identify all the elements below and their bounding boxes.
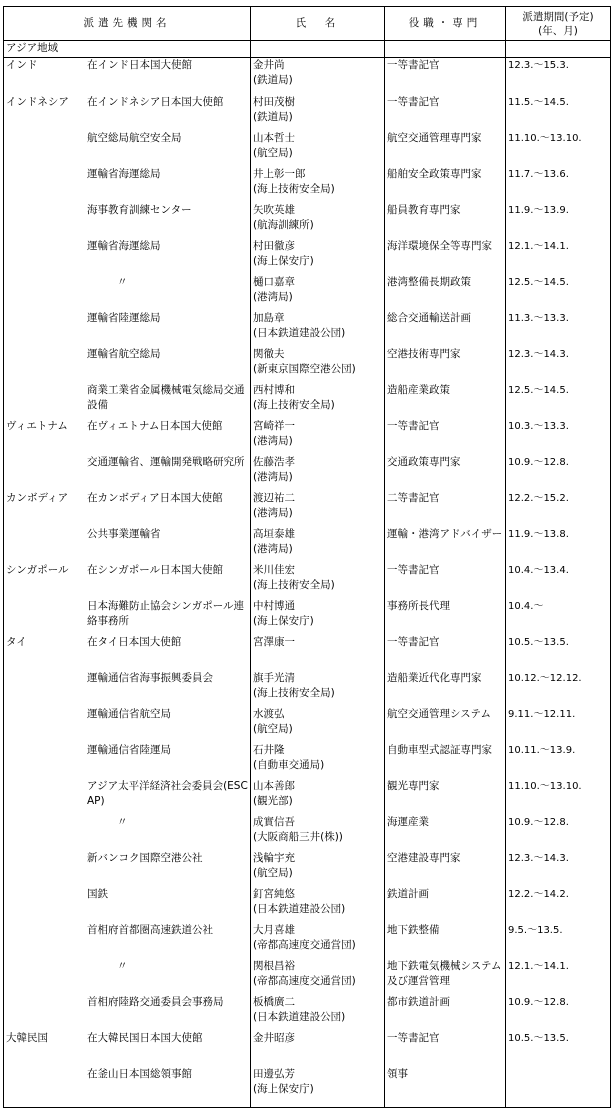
org-cell (4, 419, 251, 455)
institution-label: 運輸通信省海事振興委員会 (87, 672, 213, 684)
position-cell: 一等書記官 (385, 563, 506, 599)
name-cell (251, 995, 385, 1031)
period-cell: 10.9.～12.8. (506, 995, 611, 1031)
institution-label: 交通運輸省、運輸開発戦略研究所 (87, 456, 245, 468)
country-label: シンガポール (6, 564, 69, 576)
name-cell (251, 275, 385, 311)
position-cell: 造船業近代化専門家 (385, 671, 506, 707)
name-cell (251, 383, 385, 419)
period-cell: 10.5.～13.5. (506, 1031, 611, 1067)
period-cell: 10.5.～13.5. (506, 635, 611, 671)
table-row (4, 203, 611, 239)
table-row (4, 671, 611, 707)
period-cell: 12.2.～14.2. (506, 887, 611, 923)
affiliation: (海上保安庁) (253, 255, 314, 267)
institution-label: 公共事業運輸省 (87, 528, 161, 540)
period-cell (506, 1067, 611, 1108)
period-cell: 11.5.～14.5. (506, 95, 611, 131)
table-row (4, 58, 611, 96)
institution-label: 在釜山日本国総領事館 (87, 1068, 192, 1080)
table-row (4, 887, 611, 923)
org-cell (4, 635, 251, 671)
person-name: 金井尚 (253, 59, 285, 71)
position-cell: 船員教育専門家 (385, 203, 506, 239)
header-period-line2: (年、月) (538, 24, 578, 37)
name-cell (251, 923, 385, 959)
position-cell: 空港建設専門家 (385, 851, 506, 887)
person-name: 山本善郎 (253, 780, 295, 792)
table-row (4, 419, 611, 455)
name-cell (251, 203, 385, 239)
org-cell (4, 563, 251, 599)
period-cell: 12.1.～14.1. (506, 239, 611, 275)
person-name: 矢吹英雄 (253, 204, 295, 216)
name-cell (251, 743, 385, 779)
position-cell: 交通政策専門家 (385, 455, 506, 491)
institution-label: 在ヴィエトナム日本国大使館 (87, 420, 223, 432)
person-name: 浅輪宇充 (253, 852, 295, 864)
country-label: インド (6, 59, 38, 71)
institution-label: 新バンコク国際空港公社 (87, 852, 203, 864)
institution-label: 〃 (117, 960, 128, 972)
org-cell (4, 95, 251, 131)
period-cell: 9.11.～12.11. (506, 707, 611, 743)
table-row (4, 275, 611, 311)
org-cell (4, 923, 251, 959)
position-cell: 一等書記官 (385, 58, 506, 96)
org-cell (4, 527, 251, 563)
affiliation: (帝都高速度交通営団) (253, 975, 356, 987)
person-name: 関徹夫 (253, 348, 285, 360)
position-cell: 航空交通管理専門家 (385, 131, 506, 167)
period-cell: 10.4.～13.4. (506, 563, 611, 599)
affiliation: (港湾局) (253, 543, 293, 555)
person-name: 西村博和 (253, 384, 295, 396)
period-cell: 11.3.～13.3. (506, 311, 611, 347)
position-cell: 二等書記官 (385, 491, 506, 527)
affiliation: (新東京国際空港公団) (253, 363, 356, 375)
period-cell: 10.12.～12.12. (506, 671, 611, 707)
institution-label: 首相府首都圏高速鉄道公社 (87, 924, 213, 936)
person-name: 宮崎祥一 (253, 420, 295, 432)
period-cell: 10.3.～13.3. (506, 419, 611, 455)
table-row (4, 707, 611, 743)
name-cell (251, 167, 385, 203)
affiliation: (航空局) (253, 867, 293, 879)
person-name: 村田茂樹 (253, 96, 295, 108)
position-cell: 航空交通管理システム (385, 707, 506, 743)
affiliation: (自動車交通局) (253, 759, 325, 771)
affiliation: (帝都高速度交通営団) (253, 939, 356, 951)
name-cell (251, 95, 385, 131)
affiliation: (海上保安庁) (253, 1083, 314, 1095)
position-cell: 一等書記官 (385, 419, 506, 455)
header-name: 氏 名 (251, 7, 385, 41)
name-cell (251, 58, 385, 96)
affiliation: (航海訓練所) (253, 219, 314, 231)
org-cell (4, 311, 251, 347)
period-cell: 11.10.～13.10. (506, 131, 611, 167)
header-period-line1: 派遣期間(予定) (522, 10, 594, 23)
institution-label: 首相府陸路交通委員会事務局 (87, 996, 224, 1008)
header-position: 役職・専門 (385, 7, 506, 41)
dispatch-table (3, 6, 611, 1108)
org-cell (4, 203, 251, 239)
name-cell (251, 1031, 385, 1067)
period-cell: 10.4.～ (506, 599, 611, 635)
position-cell: 海運産業 (385, 815, 506, 851)
position-cell: 空港技術専門家 (385, 347, 506, 383)
table-row (4, 1067, 611, 1108)
period-cell: 11.9.～13.9. (506, 203, 611, 239)
institution-label: 在インドネシア日本国大使館 (87, 96, 224, 108)
org-cell (4, 58, 251, 96)
institution-label: 運輸省海運総局 (87, 168, 161, 180)
org-cell (4, 491, 251, 527)
person-name: 旗手光清 (253, 672, 295, 684)
name-cell (251, 131, 385, 167)
org-cell (4, 851, 251, 887)
person-name: 関根昌裕 (253, 960, 295, 972)
table-row (4, 815, 611, 851)
name-cell (251, 671, 385, 707)
position-cell: 観光専門家 (385, 779, 506, 815)
position-cell: 港湾整備長期政策 (385, 275, 506, 311)
table-row (4, 779, 611, 815)
period-cell: 9.5.～13.5. (506, 923, 611, 959)
table-row (4, 599, 611, 635)
header-row (4, 7, 611, 41)
period-cell: 10.9.～12.8. (506, 815, 611, 851)
position-cell: 自動車型式認証専門家 (385, 743, 506, 779)
person-name: 村田徹彦 (253, 240, 295, 252)
person-name: 渡辺祐二 (253, 492, 295, 504)
table-row (4, 995, 611, 1031)
institution-label: アジア太平洋経済社会委員会(ESCAP) (87, 780, 248, 807)
org-cell (4, 1031, 251, 1067)
period-cell: 12.3.～14.3. (506, 347, 611, 383)
position-cell: 総合交通輸送計画 (385, 311, 506, 347)
person-name: 佐藤浩孝 (253, 456, 295, 468)
institution-label: 在大韓民国日本国大使館 (87, 1032, 203, 1044)
header-org: 派遣先機関名 (4, 7, 251, 41)
name-cell (251, 599, 385, 635)
name-cell (251, 455, 385, 491)
period-cell: 12.5.～14.5. (506, 275, 611, 311)
person-name: 成實信吾 (253, 816, 295, 828)
affiliation: (日本鉄道建設公団) (253, 1011, 346, 1023)
person-name: 山本哲士 (253, 132, 295, 144)
org-cell (4, 383, 251, 419)
org-cell (4, 239, 251, 275)
org-cell (4, 887, 251, 923)
institution-label: 海事教育訓練センター (87, 204, 192, 216)
table-row (4, 635, 611, 671)
person-name: 釘宮純悠 (253, 888, 295, 900)
table-row (4, 383, 611, 419)
org-cell (4, 743, 251, 779)
person-name: 田邊弘芳 (253, 1068, 295, 1080)
org-cell (4, 779, 251, 815)
period-cell: 10.9.～12.8. (506, 455, 611, 491)
affiliation: (海上保安庁) (253, 615, 314, 627)
institution-label: 在タイ日本国大使館 (87, 636, 182, 648)
table-row (4, 167, 611, 203)
person-name: 樋口嘉章 (253, 276, 295, 288)
institution-label: 航空総局航空安全局 (87, 132, 182, 144)
org-cell (4, 995, 251, 1031)
country-label: タイ (6, 636, 27, 648)
person-name: 大月喜雄 (253, 924, 295, 936)
table-row (4, 239, 611, 275)
institution-label: 在カンボディア日本国大使館 (87, 492, 223, 504)
affiliation: (航空局) (253, 147, 293, 159)
period-cell: 12.3.～14.3. (506, 851, 611, 887)
org-cell (4, 347, 251, 383)
institution-label: 在インド日本国大使館 (87, 59, 192, 71)
org-cell (4, 815, 251, 851)
position-cell: 一等書記官 (385, 635, 506, 671)
affiliation: (日本鉄道建設公団) (253, 327, 346, 339)
period-cell: 11.7.～13.6. (506, 167, 611, 203)
affiliation: (港湾局) (253, 507, 293, 519)
org-cell (4, 1067, 251, 1108)
table-row (4, 563, 611, 599)
table-row (4, 95, 611, 131)
org-cell (4, 599, 251, 635)
period-cell: 10.11.～13.9. (506, 743, 611, 779)
table-row (4, 455, 611, 491)
country-label: ヴィエトナム (6, 420, 68, 432)
position-cell: 一等書記官 (385, 95, 506, 131)
name-cell (251, 563, 385, 599)
table-row (4, 923, 611, 959)
table-row (4, 959, 611, 995)
period-cell: 11.10.～13.10. (506, 779, 611, 815)
person-name: 板橋廣二 (253, 996, 295, 1008)
affiliation: (港湾局) (253, 471, 293, 483)
period-cell: 12.1.～14.1. (506, 959, 611, 995)
org-cell (4, 167, 251, 203)
person-name: 水渡弘 (253, 708, 285, 720)
affiliation: (港湾局) (253, 435, 293, 447)
position-cell: 領事 (385, 1067, 506, 1108)
position-cell: 事務所長代理 (385, 599, 506, 635)
table-row (4, 527, 611, 563)
name-cell (251, 635, 385, 671)
person-name: 金井昭彦 (253, 1032, 295, 1044)
affiliation: (海上技術安全局) (253, 687, 335, 699)
name-cell (251, 311, 385, 347)
position-cell: 都市鉄道計画 (385, 995, 506, 1031)
person-name: 石井隆 (253, 744, 285, 756)
table-row (4, 131, 611, 167)
position-cell: 船舶安全政策専門家 (385, 167, 506, 203)
country-label: インドネシア (6, 96, 69, 108)
affiliation: (海上技術安全局) (253, 579, 335, 591)
name-cell (251, 887, 385, 923)
name-cell (251, 347, 385, 383)
name-cell (251, 239, 385, 275)
name-cell (251, 527, 385, 563)
institution-label: 在シンガポール日本国大使館 (87, 564, 224, 576)
affiliation: (海上技術安全局) (253, 183, 335, 195)
position-cell: 鉄道計画 (385, 887, 506, 923)
affiliation: (航空局) (253, 723, 293, 735)
org-cell (4, 707, 251, 743)
person-name: 加島章 (253, 312, 285, 324)
affiliation: (大阪商船三井(株)) (253, 831, 343, 843)
region-row (4, 41, 611, 58)
table-row (4, 347, 611, 383)
name-cell (251, 707, 385, 743)
institution-label: 商業工業省金属機械電気総局交通設備 (87, 384, 245, 411)
position-cell: 地下鉄整備 (385, 923, 506, 959)
position-cell: 一等書記官 (385, 1031, 506, 1067)
person-name: 米川佳宏 (253, 564, 295, 576)
period-cell: 12.3.～15.3. (506, 58, 611, 96)
name-cell (251, 491, 385, 527)
org-cell (4, 455, 251, 491)
affiliation: (鉄道局) (253, 111, 293, 123)
name-cell (251, 419, 385, 455)
affiliation: (海上技術安全局) (253, 399, 335, 411)
affiliation: (観光部) (253, 795, 293, 807)
position-cell: 造船産業政策 (385, 383, 506, 419)
org-cell (4, 671, 251, 707)
org-cell (4, 959, 251, 995)
country-label: 大韓民国 (6, 1032, 48, 1044)
org-cell (4, 131, 251, 167)
table-row (4, 1031, 611, 1067)
name-cell (251, 959, 385, 995)
table-row (4, 851, 611, 887)
position-cell: 地下鉄電気機械システム及び運営管理 (385, 959, 506, 995)
period-cell: 12.2.～15.2. (506, 491, 611, 527)
institution-label: 〃 (117, 816, 128, 828)
table-row (4, 491, 611, 527)
institution-label: 国鉄 (87, 888, 108, 900)
position-cell: 運輸・港湾アドバイザー (385, 527, 506, 563)
person-name: 井上彰一郎 (253, 168, 306, 180)
period-cell: 12.5.～14.5. (506, 383, 611, 419)
table-row (4, 311, 611, 347)
period-cell: 11.9.～13.8. (506, 527, 611, 563)
country-label: カンボディア (6, 492, 69, 504)
institution-label: 〃 (117, 276, 128, 288)
institution-label: 運輸省海運総局 (87, 240, 161, 252)
name-cell (251, 779, 385, 815)
header-period (506, 7, 611, 41)
org-cell (4, 275, 251, 311)
affiliation: (鉄道局) (253, 74, 293, 86)
institution-label: 運輸省航空総局 (87, 348, 161, 360)
name-cell (251, 851, 385, 887)
institution-label: 運輸通信省陸運局 (87, 744, 171, 756)
person-name: 宮澤康一 (253, 636, 295, 648)
institution-label: 運輸省陸運総局 (87, 312, 161, 324)
table-row (4, 743, 611, 779)
name-cell (251, 1067, 385, 1108)
affiliation: (港湾局) (253, 291, 293, 303)
region-label: アジア地域 (4, 41, 251, 58)
person-name: 高垣泰雄 (253, 528, 295, 540)
person-name: 中村博通 (253, 600, 295, 612)
affiliation: (日本鉄道建設公団) (253, 903, 346, 915)
name-cell (251, 815, 385, 851)
institution-label: 日本海難防止協会シンガポール連絡事務所 (87, 600, 245, 627)
position-cell: 海洋環境保全等専門家 (385, 239, 506, 275)
institution-label: 運輸通信省航空局 (87, 708, 171, 720)
